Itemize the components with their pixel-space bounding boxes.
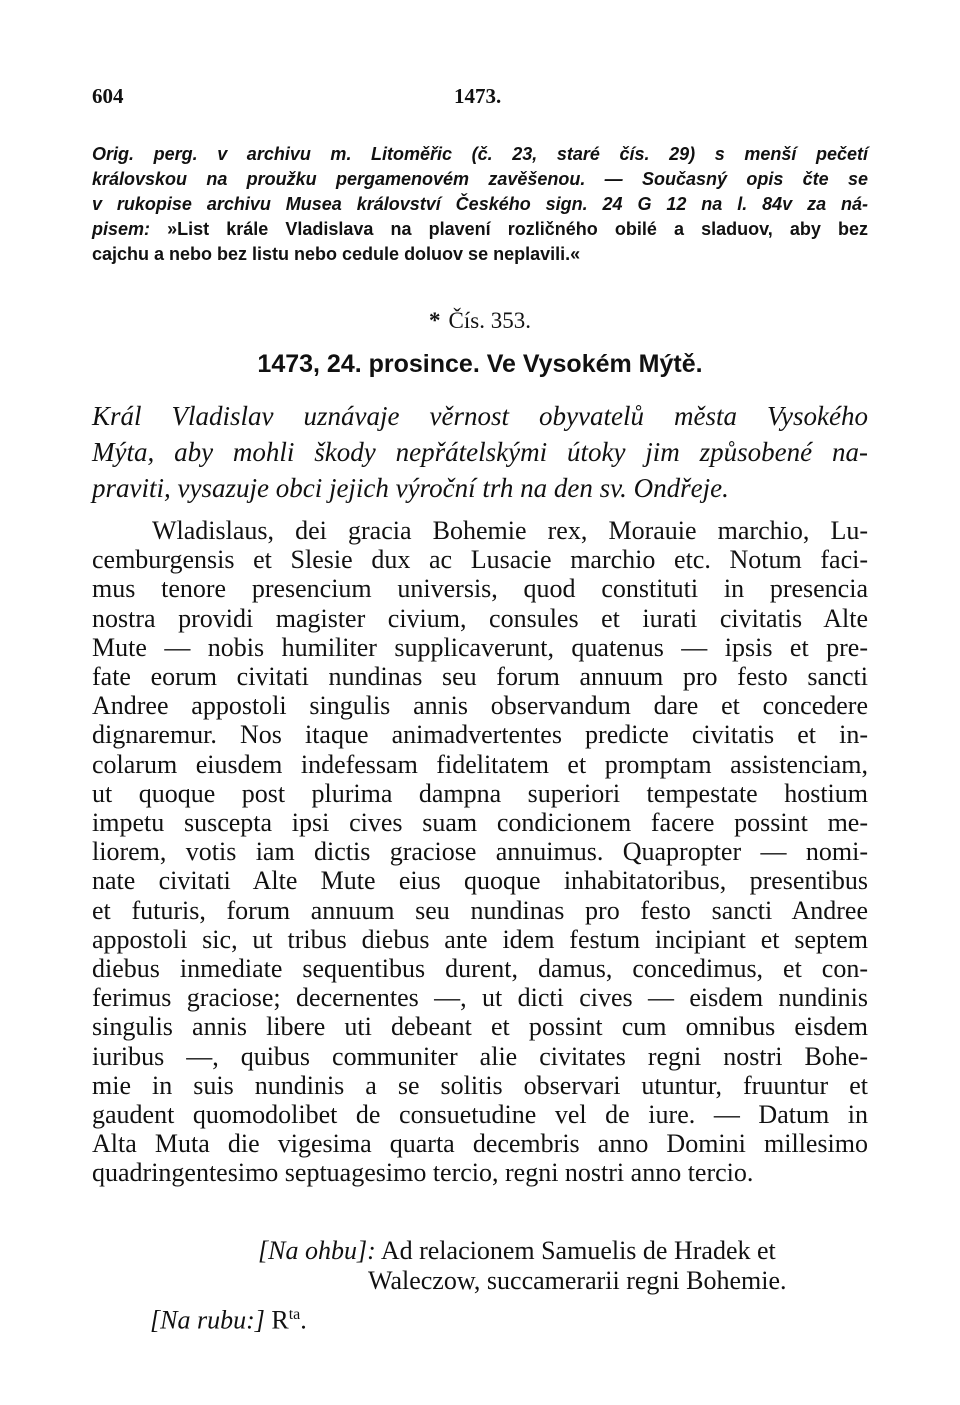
body-line: fate eorum civitati nundinas seu forum annuum pro festo sancti [92, 662, 868, 692]
note-quote-start: »List krále Vladislava na plavení rozličného obilé a sladuov, aby bez [167, 219, 868, 239]
fold-note-continued: Waleczow, succamerarii regni Bohemie. [368, 1266, 787, 1295]
running-head-year: 1473. [454, 84, 502, 108]
body-line: colarum eiusdem indefessam fidelitatem et promptam assistenciam, [92, 749, 868, 779]
body-line: et futuris, forum annuum seu nundinas pro festo sancti Andree [92, 895, 868, 925]
source-note [92, 142, 868, 267]
charter-number [0, 308, 960, 334]
page-number: 604 [92, 84, 124, 108]
fold-text: Ad relacionem Samuelis de Hradek et [380, 1236, 776, 1265]
body-line: diebus inmediate sequentibus durent, damus, concedimus, et con- [92, 954, 868, 984]
regest-summary [92, 398, 868, 506]
note-line-1: Orig. perg. v archivu m. Litoměřic (č. 23, staré čís. 29) s menší pečetí [92, 144, 868, 164]
registrum-period: . [300, 1305, 307, 1335]
body-line: mie in suis nundinis a se solitis observari utuntur, fruuntur et [92, 1070, 868, 1100]
note-line-4 [92, 217, 868, 242]
regest-line: praviti, vysazuje obci jejich výroční trh na den sv. Ondřeje. [92, 473, 729, 503]
charter-date-place: 1473, 24. prosince. Ve Vysokém Mýtě. [257, 350, 703, 378]
note-line-3: v rukopise archivu Musea království Českého sign. 24 G 12 na l. 84v za ná- [92, 194, 868, 214]
body-line: appostoli sic, ut tribus diebus ante idem festum incipiant et septem [92, 924, 868, 954]
dorse-label: [Na rubu:] [150, 1305, 265, 1335]
registrum-mark: R [271, 1305, 289, 1335]
charter-text [92, 516, 868, 1188]
body-line: liorem, votis iam dictis graciose annuimus. Quapropter — nomi- [92, 837, 868, 867]
note-line-2: královskou na proužku pergamenovém zavěšenou. — Současný opis čte se [92, 169, 868, 189]
charter-number-label: Čís. 353. [448, 308, 531, 333]
body-line: singulis annis libere uti debeant et possint cum omnibus eisdem [92, 1012, 868, 1042]
body-line: ferimus graciose; decernentes —, ut dicti cives — eisdem nundinis [92, 983, 868, 1013]
body-line: Wladislaus, dei gracia Bohemie rex, Morauie marchio, Lu- [152, 516, 868, 545]
body-line: gaudent quomodolibet de consuetudine vel de iure. — Datum in [92, 1100, 868, 1130]
registrum-superscript: ta [288, 1306, 301, 1323]
body-line: Andree appostoli singulis annis observandum dare et concedere [92, 691, 868, 721]
body-line: nostra providi magister civium, consules et iurati civitatis Alte [92, 603, 868, 633]
body-line: cemburgensis et Slesie dux ac Lusacie marchio etc. Notum faci- [92, 545, 868, 575]
regest-line: Král Vladislav uznávaje věrnost obyvatelů města Vysokého [92, 401, 868, 431]
body-line: ut quoque post plurima dampna superiori tempestate hostium [92, 778, 868, 808]
note-line-5: cajchu a nebo bez listu nebo cedule doluov se neplavili.« [92, 244, 581, 264]
fold-label: [Na ohbu]: [258, 1236, 376, 1265]
page-header [92, 84, 872, 114]
regest-line: Mýta, aby mohli škody nepřátelskými útoky jim způsobené na- [92, 437, 868, 467]
note-pisem-label: pisem: [92, 219, 151, 239]
body-line: Mute — nobis humiliter supplicaverunt, quatenus — ipsis et pre- [92, 632, 868, 662]
body-line: dignaremur. Nos itaque animadvertentes predicte civitatis et in- [92, 720, 868, 750]
dorse-note [150, 1300, 307, 1336]
asterisk-mark: * [429, 308, 441, 333]
fold-note [258, 1236, 776, 1266]
body-line: Alta Muta die vigesima quarta decembris anno Domini millesimo [92, 1129, 868, 1159]
body-line: iuribus —, quibus communiter alie civitates regni nostri Bohe- [92, 1041, 868, 1071]
body-line: impetu suscepta ipsi cives suam condicionem facere possint me- [92, 808, 868, 838]
body-line: nate civitati Alte Mute eius quoque inhabitatoribus, presentibus [92, 866, 868, 896]
body-line: mus tenore presencium universis, quod constituti in presencia [92, 574, 868, 604]
body-line: quadringentesimo septuagesimo tercio, regni nostri anno tercio. [92, 1158, 754, 1188]
